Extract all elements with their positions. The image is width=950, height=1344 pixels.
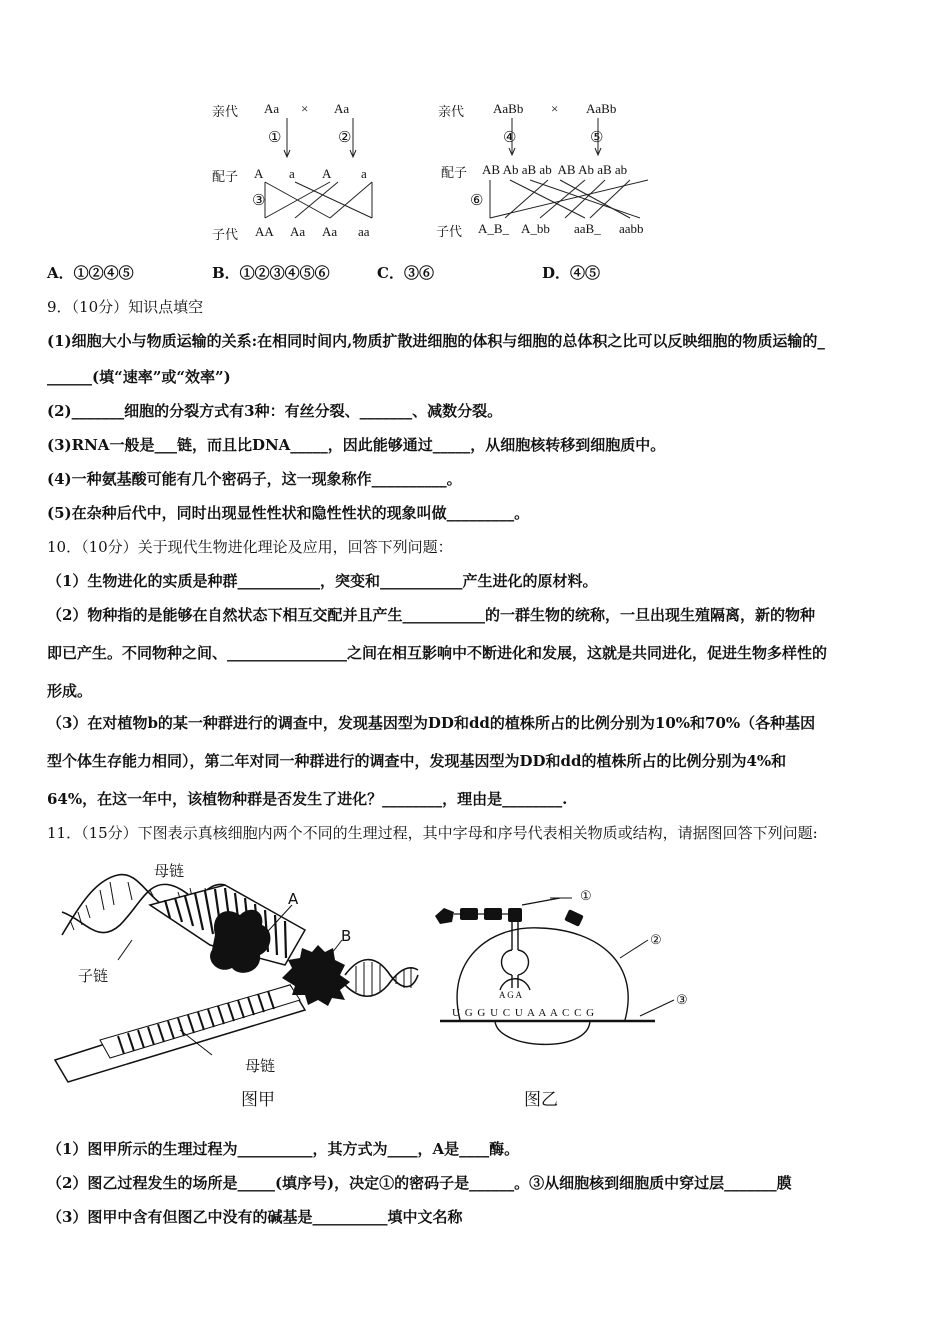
figure-yi-caption: 图乙 <box>524 1090 558 1110</box>
offspring: A_B_ <box>478 221 510 236</box>
offspring: aabb <box>619 221 644 236</box>
label-1: ① <box>580 888 592 903</box>
q9-line: (5)在杂种后代中，同时出现显性性状和隐性性状的现象叫做_________。 <box>47 504 530 522</box>
step-6-label: ⑥ <box>470 193 484 209</box>
q9-line: (3)RNA一般是___链，而且比DNA_____，因此能够通过_____，从细胞核转移到细胞质中。 <box>47 436 666 454</box>
q11-line: （3）图甲中含有但图乙中没有的碱基是__________填中文名称 <box>47 1208 463 1226</box>
step-4-label: ④ <box>503 130 517 146</box>
q10-line: 64%，在这一年中，该植物种群是否发生了进化？________，理由是________. <box>47 790 568 808</box>
q11-line: （1）图甲所示的生理过程为__________，其方式为____，A是____酶。 <box>47 1140 520 1158</box>
q9-title: 9．（10分）知识点填空 <box>47 298 204 316</box>
parent-label: 亲代 <box>212 104 239 119</box>
label-mother-strand-top: 母链 <box>154 862 185 880</box>
q9-line: ______(填“速率”或“效率”) <box>47 368 231 386</box>
label-3: ③ <box>676 992 688 1007</box>
cross-sign: × <box>301 101 309 116</box>
gamete: a <box>289 166 295 181</box>
q10-line: 即已产生。不同物种之间、________________之间在相互影响中不断进化和发展，这就是共同进化，促进生物多样性的 <box>47 644 828 662</box>
offspring: AA <box>255 224 274 239</box>
option-b[interactable]: B．①②③④⑤⑥ <box>212 264 330 282</box>
offspring: aa <box>358 224 370 239</box>
parent-genotype-2: AaBb <box>586 101 617 116</box>
step-1-label: ① <box>268 130 282 146</box>
q11-line: （2）图乙过程发生的场所是_____(填序号)，决定①的密码子是______。③从细胞核到细胞质中穿过层_______膜 <box>47 1174 792 1192</box>
offspring-label: 子代 <box>212 227 239 242</box>
q9-line: (1)细胞大小与物质运输的关系:在相同时间内,物质扩散进细胞的体积与细胞的总体积之比可以反映细胞的物质运输的_ <box>47 332 825 350</box>
cross-sign: × <box>551 101 559 116</box>
q9-line: (2)_______细胞的分裂方式有3种：有丝分裂、_______、减数分裂。 <box>47 402 503 420</box>
step-3-label: ③ <box>252 193 266 209</box>
offspring-label: 子代 <box>436 224 463 239</box>
q10-title: 10．（10分）关于现代生物进化理论及应用，回答下列问题： <box>47 538 453 556</box>
step-5-label: ⑤ <box>590 130 604 146</box>
label-2: ② <box>650 932 662 947</box>
offspring: Aa <box>290 224 306 239</box>
option-d[interactable]: D．④⑤ <box>542 264 601 282</box>
label-enzyme-b: B <box>341 927 352 945</box>
q11-title: 11．（15分）下图表示真核细胞内两个不同的生理过程，其中字母和序号代表相关物质或结构，请据图回答下列问题: <box>47 824 818 842</box>
q10-line: （2）物种指的是能够在自然状态下相互交配并且产生___________的一群生物的统称，一旦出现生殖隔离，新的物种 <box>47 606 815 624</box>
figure-jia-caption: 图甲 <box>241 1090 275 1110</box>
mrna-sequence: U G G U C U A A A C C G <box>452 1007 596 1019</box>
offspring: aaB_ <box>574 221 601 236</box>
gamete-label: 配子 <box>212 169 239 184</box>
offspring: Aa <box>322 224 338 239</box>
label-daughter-strand: 子链 <box>78 967 109 985</box>
parent-genotype-1: Aa <box>264 101 280 116</box>
gamete: A <box>254 166 264 181</box>
gamete: A <box>322 166 332 181</box>
option-c[interactable]: C．③⑥ <box>377 264 434 282</box>
q10-line: （1）生物进化的实质是种群___________，突变和___________产生进化的原材料。 <box>47 572 598 590</box>
q10-line: 型个体生存能力相同），第二年对同一种群进行的调查中，发现基因型为DD和dd的植株所占的比例分别为4%和 <box>47 752 787 770</box>
q9-line: (4)一种氨基酸可能有几个密码子，这一现象称作__________。 <box>47 470 462 488</box>
option-a[interactable]: A．①②④⑤ <box>47 264 134 282</box>
label-enzyme-a: A <box>288 890 299 908</box>
step-2-label: ② <box>338 130 352 146</box>
label-mother-strand-bottom: 母链 <box>245 1057 276 1075</box>
q10-line: 形成。 <box>47 682 93 700</box>
gamete-label: 配子 <box>441 165 468 180</box>
gamete: a <box>361 166 367 181</box>
offspring: A_bb <box>521 221 550 236</box>
q10-line: （3）在对植物b的某一种群进行的调查中，发现基因型为DD和dd的植株所占的比例分别为10%和70%（各种基因 <box>47 714 816 732</box>
anticodon: A G A <box>499 990 523 1000</box>
parent-genotype-1: AaBb <box>493 101 524 116</box>
ribosome <box>457 928 628 1045</box>
gametes: AB Ab aB ab AB Ab aB ab <box>482 162 628 177</box>
parent-genotype-2: Aa <box>334 101 350 116</box>
peptide-chain <box>435 908 584 927</box>
parent-label: 亲代 <box>438 104 465 119</box>
